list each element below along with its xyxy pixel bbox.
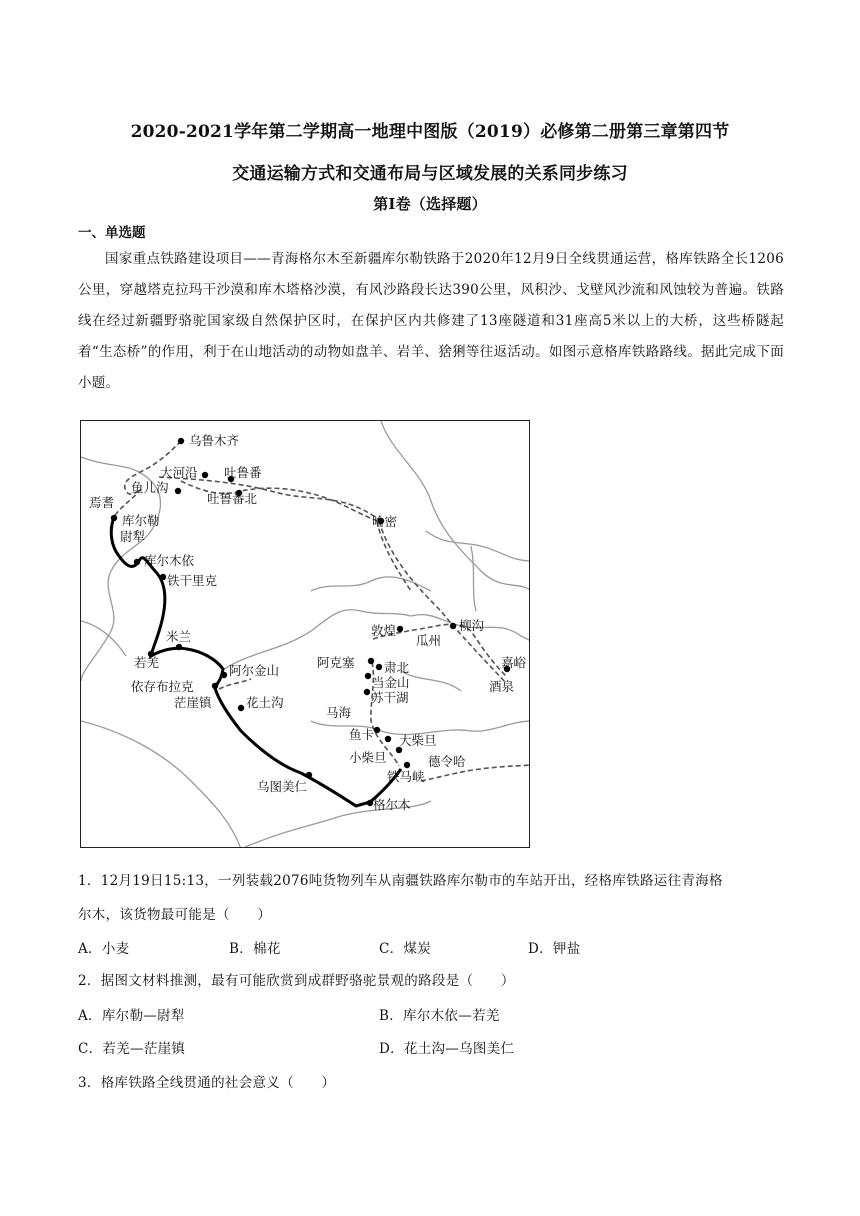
- q1-option-b: B．棉花: [229, 941, 281, 957]
- label-xiaochaidan: 小柴旦: [349, 750, 387, 765]
- volume-heading: 第Ⅰ卷（选择题）: [373, 195, 487, 213]
- label-tulufanbei: 吐鲁番北: [207, 491, 258, 506]
- label-guazhou: 瓜州: [416, 633, 442, 648]
- label-kuermuyi: 库尔木依: [144, 553, 195, 568]
- label-yuli: 尉犁: [120, 529, 146, 544]
- label-jiayu: 嘉峪: [501, 655, 527, 670]
- label-jiuquan: 酒泉: [489, 679, 515, 694]
- label-daheyan: 大河沿: [160, 465, 198, 480]
- station-labels: [89, 433, 527, 812]
- document-title-line2: 交通运输方式和交通布局与区域发展的关系同步练习: [232, 164, 628, 184]
- question-1-text: 1．12月19日15:13，一列装载2076吨货物列车从南疆铁路库尔勒市的车站开出，经格库铁路运往青海格: [78, 873, 723, 889]
- label-liugou: 柳沟: [459, 618, 485, 633]
- label-aerjinshan: 阿尔金山: [229, 663, 280, 678]
- railway-route-map: [80, 420, 530, 848]
- q1-option-c: C．煤炭: [379, 941, 432, 957]
- q1-option-d: D．钾盐: [528, 941, 581, 957]
- label-yuergou: 鱼儿沟: [131, 480, 169, 495]
- label-mahai: 马海: [326, 705, 352, 720]
- label-suganhu: 苏干湖: [371, 690, 409, 705]
- label-dachaidan: 大柴旦: [399, 733, 437, 748]
- q2-option-b: B．库尔木依—若羌: [379, 1008, 500, 1024]
- label-kuerle: 库尔勒: [122, 513, 160, 528]
- label-yicunbulake: 依存布拉克: [131, 679, 194, 694]
- label-huatugou: 花土沟: [246, 695, 284, 710]
- label-wutumeiren: 乌图美仁: [257, 779, 308, 794]
- map-svg: [81, 421, 530, 848]
- document-title-line1: 2020-2021学年第二学期高一地理中图版（2019）必修第二册第三章第四节: [130, 122, 730, 142]
- label-yanqi: 焉耆: [89, 495, 115, 510]
- label-tiemaxia: 铁马峡: [387, 769, 425, 784]
- label-dunhuang: 敦煌: [371, 623, 397, 638]
- question-2-text: 2．据图文材料推测，最有可能欣赏到成群野骆驼景观的路段是（ ）: [78, 973, 515, 989]
- label-delingha: 德令哈: [428, 754, 466, 769]
- reading-passage: 国家重点铁路建设项目——青海格尔木至新疆库尔勒铁路于2020年12月9日全线贯通运营，格库铁路全长1206公里，穿越塔克拉玛干沙漠和库木塔格沙漠，有风沙路段长达390公里，风积沙、戈壁风沙流和风蚀较为普遍。铁路线在经过新疆野骆驼国家级自然保护区时，在保护区内共修建了13座隧道和31座高5米以上的大桥，这些桥隧起着“生态桥”的作用，利于在山地活动的动物如盘羊、岩羊、猞猁等往返活动。如图示意格库铁路路线。据此完成下面小题。: [78, 251, 784, 391]
- q2-option-c: C．若羌—茫崖镇: [78, 1041, 186, 1057]
- question-3-text: 3．格库铁路全线贯通的社会意义（ ）: [78, 1075, 336, 1091]
- question-1-text-cont: 尔木，该货物最可能是（ ）: [78, 907, 272, 923]
- label-dangjinshan: 当金山: [372, 675, 410, 690]
- label-yuka: 鱼卡: [349, 727, 375, 742]
- label-mangyazhen: 茫崖镇: [174, 695, 212, 710]
- label-tulufan: 吐鲁番: [224, 465, 262, 480]
- q2-option-a: A．库尔勒—尉犁: [78, 1008, 185, 1024]
- section-heading: 一、单选题: [78, 225, 146, 241]
- label-akesai: 阿克塞: [317, 655, 355, 670]
- label-ruoqiang: 若羌: [134, 655, 160, 670]
- q2-option-d: D．花土沟—乌图美仁: [379, 1041, 515, 1057]
- q1-option-a: A．小麦: [78, 941, 130, 957]
- label-subei: 肃北: [384, 660, 410, 675]
- label-tieganlike: 铁干里克: [167, 573, 218, 588]
- label-milan: 米兰: [166, 629, 192, 644]
- label-wulumuqi: 乌鲁木齐: [189, 433, 240, 448]
- label-geermu: 格尔木: [373, 797, 411, 812]
- label-hami: 哈密: [372, 514, 398, 529]
